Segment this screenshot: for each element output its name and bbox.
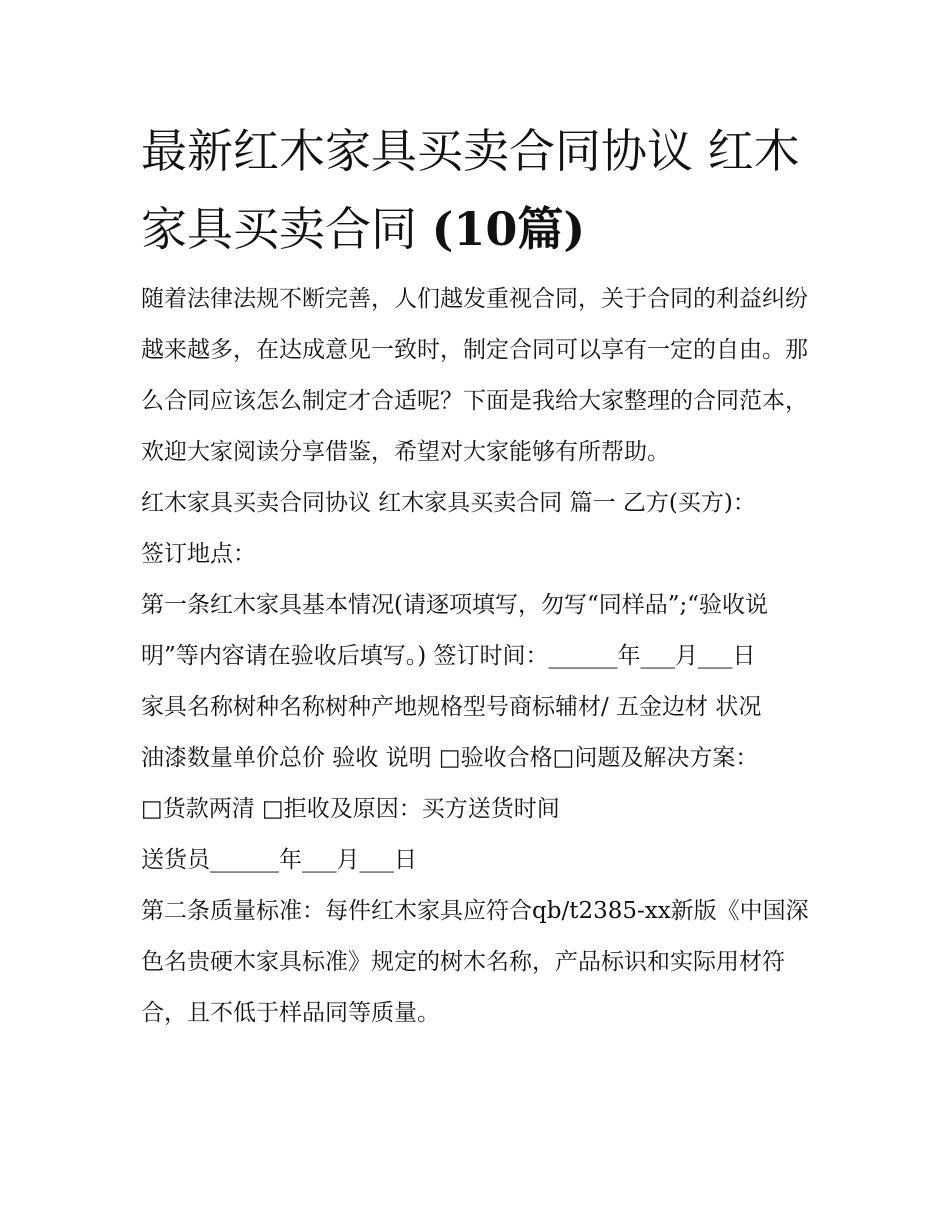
contract-heading-line: 红木家具买卖合同协议 红木家具买卖合同 篇一 乙方(买方)： — [141, 490, 756, 516]
furniture-fields-line: 家具名称树种名称树种产地规格型号商标辅材/ 五金边材 状况 — [141, 694, 762, 720]
payment-fields-line: □货款两清 □拒收及原因：买方送货时间 — [141, 796, 560, 822]
document-title-main: 最新红木家具买卖合同协议 红木家具买卖合同 — [141, 124, 800, 256]
signing-place-line: 签订地点： — [141, 541, 256, 567]
document-title — [141, 112, 813, 268]
article-one-paragraph: 第一条红木家具基本情况(请逐项填写，勿写“同样品”;“验收说明”等内容请在验收后填写。) 签订时间：______年___月___日 — [141, 592, 768, 669]
document-body — [141, 112, 813, 1039]
acceptance-fields-line: 油漆数量单价总价 验收 说明 □验收合格□问题及解决方案： — [141, 745, 759, 771]
delivery-person-line: 送货员______年___月___日 — [141, 847, 417, 873]
intro-paragraph: 随着法律法规不断完善，人们越发重视合同，关于合同的利益纠纷越来越多，在达成意见一致时，制定合同可以享有一定的自由。那么合同应该怎么制定才合适呢？下面是我给大家整理的合同范本，欢迎大家阅读分享借鉴，希望对大家能够有所帮助。 — [141, 286, 808, 465]
article-two-paragraph: 第二条质量标准：每件红木家具应符合qb/t2385-xx新版《中国深色名贵硬木家具标准》规定的树木名称，产品标识和实际用材符合，且不低于样品同等质量。 — [141, 898, 809, 1026]
document-title-count: (10篇) — [431, 202, 586, 256]
